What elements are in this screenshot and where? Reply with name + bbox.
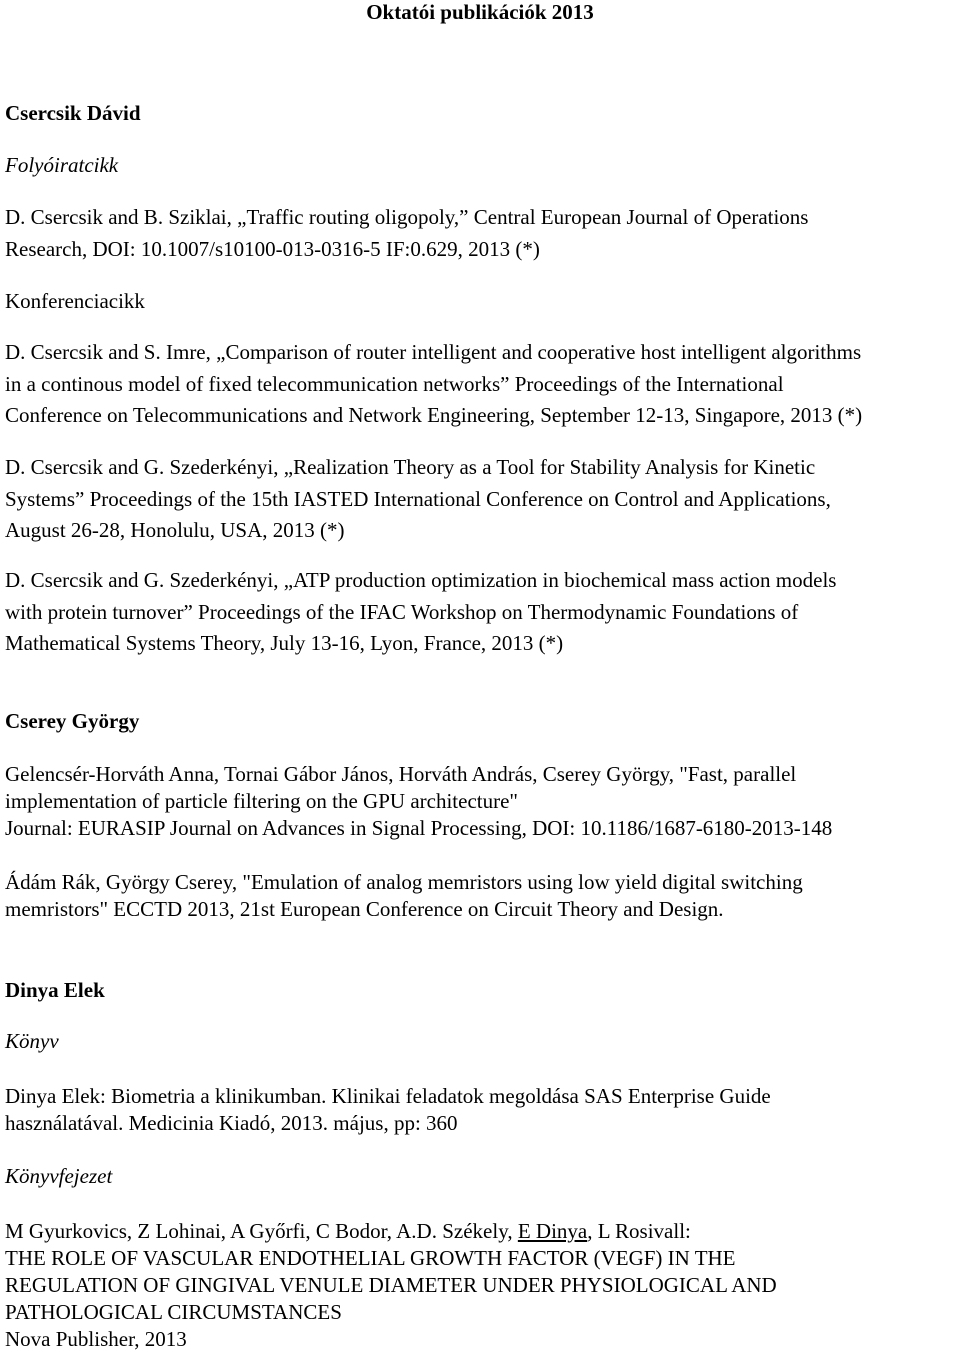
entry-line: Systems” Proceedings of the 15th IASTED International Conference on Control and Applications,: [5, 486, 831, 511]
publication-entry: [5, 1083, 771, 1137]
publication-entry: [5, 565, 836, 660]
entry-line: Gelencsér-Horváth Anna, Tornai Gábor János, Horváth András, Cserey György, "Fast, parallel: [5, 762, 797, 786]
authors-text: , L Rosivall:: [587, 1219, 691, 1243]
publication-entry: [5, 452, 831, 547]
entry-line: Research, DOI: 10.1007/s10100-013-0316-5 IF:0.629, 2013 (*): [5, 236, 540, 261]
author-heading-csercsik: Csercsik Dávid: [5, 101, 141, 125]
entry-line: PATHOLOGICAL CIRCUMSTANCES: [5, 1300, 342, 1324]
entry-line: Mathematical Systems Theory, July 13-16, Lyon, France, 2013 (*): [5, 631, 564, 655]
publication-entry: [5, 202, 808, 265]
entry-line: with protein turnover” Proceedings of the IFAC Workshop on Thermodynamic Foundations of: [5, 599, 799, 624]
category-journal-article: Folyóiratcikk: [5, 153, 119, 177]
entry-line: THE ROLE OF VASCULAR ENDOTHELIAL GROWTH FACTOR (VEGF) IN THE: [5, 1246, 736, 1270]
entry-line: Conference on Telecommunications and Network Engineering, September 12-13, Singapore, 2013 (*): [5, 403, 863, 427]
entry-line: REGULATION OF GINGIVAL VENULE DIAMETER UNDER PHYSIOLOGICAL AND: [5, 1273, 777, 1297]
entry-line: D. Csercsik and G. Szederkényi, „ATP production optimization in biochemical mass action models: [5, 568, 837, 592]
entry-line: implementation of particle filtering on the GPU architecture": [5, 789, 518, 813]
publication-entry: [5, 761, 832, 842]
entry-line: használatával. Medicinia Kiadó, 2013. május, pp: 360: [5, 1111, 458, 1135]
page-title: Oktatói publikációk 2013: [366, 0, 594, 24]
entry-authors-line: [5, 1218, 777, 1245]
publication-entry: [5, 1218, 777, 1353]
category-conference-paper: Konferenciacikk: [5, 289, 145, 313]
underlined-author: E Dinya: [517, 1219, 588, 1243]
entry-line: in a continous model of fixed telecommunication networks” Proceedings of the International: [5, 371, 784, 396]
author-heading-cserey: Cserey György: [5, 709, 140, 733]
entry-line: Dinya Elek: Biometria a klinikumban. Klinikai feladatok megoldása SAS Enterprise Guide: [5, 1084, 771, 1108]
publication-entry: [5, 869, 803, 923]
category-book-chapter: Könyvfejezet: [5, 1164, 113, 1188]
author-heading-dinya: Dinya Elek: [5, 978, 105, 1002]
entry-line: Ádám Rák, György Cserey, "Emulation of analog memristors using low yield digital switching: [5, 870, 803, 894]
entry-line: D. Csercsik and B. Sziklai, „Traffic routing oligopoly,” Central European Journal of Operations: [5, 205, 809, 229]
publication-entry: [5, 337, 862, 432]
authors-text: M Gyurkovics, Z Lohinai, A Győrfi, C Bodor, A.D. Székely,: [5, 1219, 518, 1243]
entry-line: Nova Publisher, 2013: [5, 1327, 187, 1351]
entry-line: memristors" ECCTD 2013, 21st European Conference on Circuit Theory and Design.: [5, 897, 724, 921]
category-book: Könyv: [5, 1029, 59, 1053]
entry-line: D. Csercsik and S. Imre, „Comparison of router intelligent and cooperative host intelligent algorithms: [5, 340, 862, 364]
entry-line: Journal: EURASIP Journal on Advances in Signal Processing, DOI: 10.1186/1687-6180-2013-148: [5, 816, 833, 840]
entry-line: D. Csercsik and G. Szederkényi, „Realization Theory as a Tool for Stability Analysis for Kinetic: [5, 455, 816, 479]
entry-line: August 26-28, Honolulu, USA, 2013 (*): [5, 518, 345, 542]
